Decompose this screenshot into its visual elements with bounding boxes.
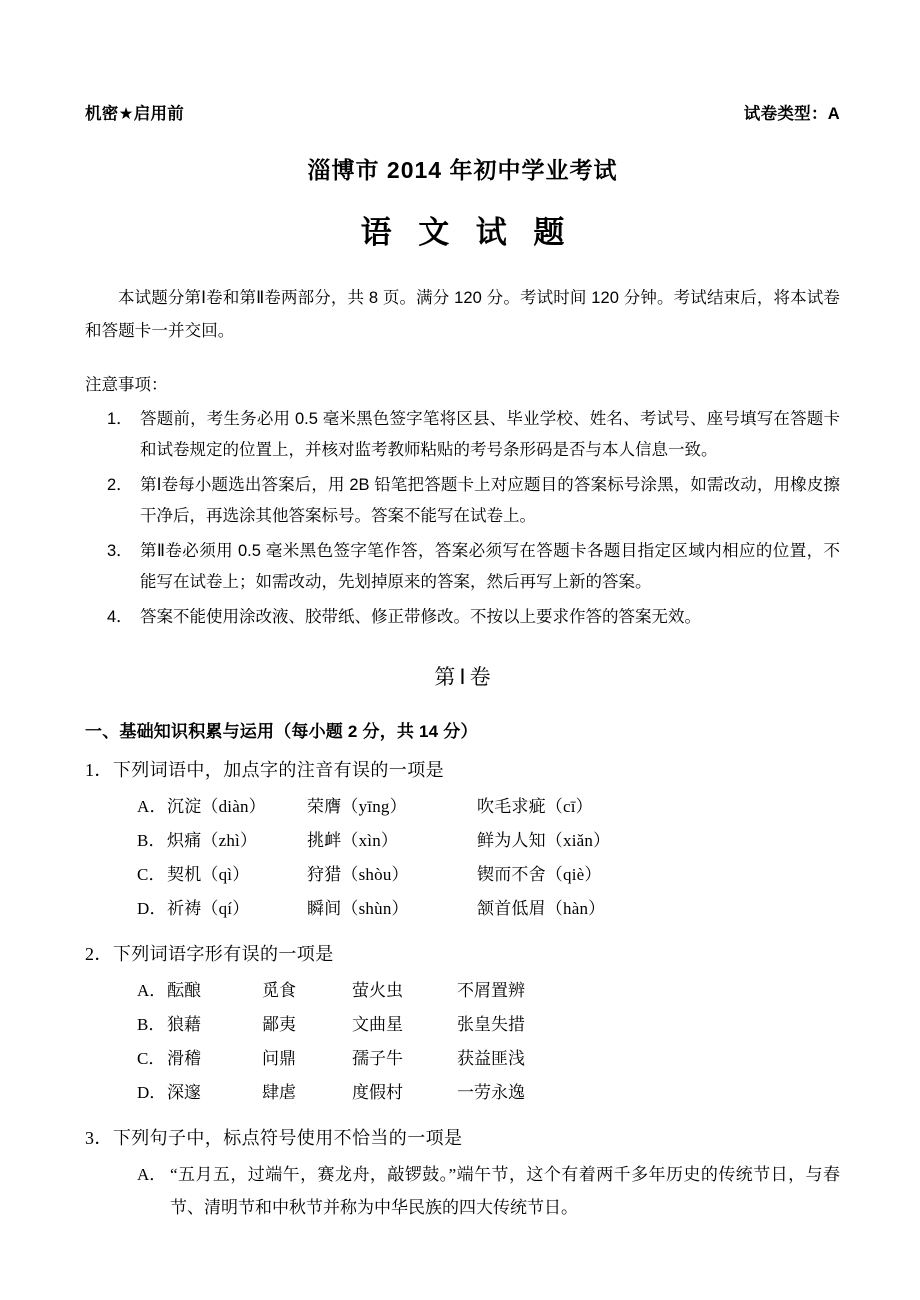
page-title: 淄博市 2014 年初中学业考试	[307, 157, 618, 183]
notice-text: 答题前，考生务必用 0.5 毫米黑色签字笔将区县、毕业学校、姓名、考试号、座号填写在答题卡和试卷规定的位置上，并核对监考教师粘贴的考号条形码是否与本人信息一致。	[140, 410, 840, 459]
option-cell: 萤火虫	[352, 981, 403, 1000]
question-stem	[85, 940, 840, 968]
option-row[interactable]	[85, 824, 840, 858]
option-cell: 酝酿	[167, 981, 201, 1000]
option-row[interactable]	[85, 974, 840, 1008]
option-row[interactable]	[85, 858, 840, 892]
option-cell: 鄙夷	[262, 1015, 296, 1034]
question-number: 2．	[85, 944, 113, 964]
option-cell: 狩猎（shòu）	[307, 865, 409, 884]
question-2	[85, 940, 840, 1110]
question-number: 1．	[85, 760, 113, 780]
question-stem	[85, 756, 840, 784]
option-cell: 沉淀（diàn）	[167, 797, 266, 816]
notice-item	[85, 536, 840, 598]
option-letter: B．	[137, 831, 166, 850]
question-2-options	[85, 974, 840, 1110]
subject-title: 语 文 试 题	[360, 215, 574, 250]
notice-text: 答案不能使用涂改液、胶带纸、修正带修改。不按以上要求作答的答案无效。	[140, 608, 701, 626]
option-row[interactable]	[85, 1042, 840, 1076]
option-cell: 炽痛（zhì）	[167, 831, 258, 850]
notice-item	[85, 470, 840, 532]
option-cell: 觅食	[262, 981, 296, 1000]
option-cell: 文曲星	[352, 1015, 403, 1034]
volume-heading: 第Ⅰ卷	[434, 666, 495, 689]
question-1-options	[85, 790, 840, 926]
notice-list	[85, 404, 840, 633]
question-3	[85, 1124, 840, 1224]
option-letter: D．	[137, 899, 167, 918]
notice-item	[85, 602, 840, 633]
page-header	[85, 100, 840, 124]
option-cell: 挑衅（xìn）	[307, 831, 399, 850]
option-row[interactable]	[85, 1008, 840, 1042]
option-row[interactable]	[85, 892, 840, 926]
option-cell: 一劳永逸	[457, 1083, 525, 1102]
notice-item	[85, 404, 840, 466]
option-cell: 肆虐	[262, 1083, 296, 1102]
option-letter: A．	[137, 981, 167, 1000]
notice-number: 4．	[107, 608, 133, 626]
question-number: 3．	[85, 1128, 113, 1148]
notice-label: 注意事项：	[85, 376, 168, 394]
option-cell: 狼藉	[167, 1015, 201, 1034]
option-cell: 瞬间（shùn）	[307, 899, 409, 918]
option-cell: 祈祷（qí）	[167, 899, 250, 918]
notice-text: 第Ⅰ卷每小题选出答案后，用 2B 铅笔把答题卡上对应题目的答案标号涂黑，如需改动，用橡皮擦干净后，再选涂其他答案标号。答案不能写在试卷上。	[140, 476, 840, 525]
option-text: “五月五，过端午，赛龙舟，敲锣鼓。”端午节，这个有着两千多年历史的传统节日，与春节、清明节和中秋节并称为中华民族的四大传统节日。	[170, 1165, 840, 1217]
option-cell: 问鼎	[262, 1049, 296, 1068]
notice-number: 2．	[107, 476, 133, 494]
option-cell: 张皇失措	[457, 1015, 525, 1034]
option-cell: 获益匪浅	[457, 1049, 525, 1068]
option-cell: 鲜为人知（xiǎn）	[477, 831, 611, 850]
option-letter: D．	[137, 1083, 167, 1102]
question-stem	[85, 1124, 840, 1152]
option-letter: A．	[137, 1165, 167, 1184]
option-row[interactable]	[85, 1158, 840, 1224]
page-content	[85, 0, 840, 1224]
option-row[interactable]	[85, 1076, 840, 1110]
option-cell: 深邃	[167, 1083, 201, 1102]
option-cell: 锲而不舍（qiè）	[477, 865, 602, 884]
notice-number: 3．	[107, 542, 133, 560]
question-text: 下列词语中，加点字的注音有误的一项是	[112, 760, 445, 780]
question-text: 下列句子中，标点符号使用不恰当的一项是	[112, 1128, 463, 1148]
option-letter: C．	[137, 1049, 166, 1068]
notice-text: 第Ⅱ卷必须用 0.5 毫米黑色签字笔作答，答案必须写在答题卡各题目指定区域内相应的位置，不能写在试卷上；如需改动，先划掉原来的答案，然后再写上新的答案。	[140, 542, 840, 591]
option-cell: 吹毛求疵（cī）	[477, 797, 593, 816]
option-cell: 不屑置辨	[457, 981, 525, 1000]
option-letter: B．	[137, 1015, 166, 1034]
notice-number: 1．	[107, 410, 133, 428]
option-cell: 孺子牛	[352, 1049, 403, 1068]
option-cell: 度假村	[352, 1083, 403, 1102]
option-letter: C．	[137, 865, 166, 884]
option-letter: A．	[137, 797, 167, 816]
option-cell: 契机（qì）	[167, 865, 250, 884]
option-cell: 荣膺（yīng）	[307, 797, 407, 816]
option-cell: 滑稽	[167, 1049, 201, 1068]
confidential-notice: 机密★启用前	[85, 105, 185, 123]
question-text: 下列词语字形有误的一项是	[112, 944, 334, 964]
option-cell: 颔首低眉（hàn）	[477, 899, 606, 918]
question-1	[85, 756, 840, 926]
paper-type-label: 试卷类型：A	[743, 105, 840, 123]
intro-paragraph: 本试题分第Ⅰ卷和第Ⅱ卷两部分，共 8 页。满分 120 分。考试时间 120 分钟。考试结束后，将本试卷和答题卡一并交回。	[85, 289, 840, 340]
option-row[interactable]	[85, 790, 840, 824]
section-heading: 一、基础知识积累与运用（每小题 2 分，共 14 分）	[85, 722, 478, 741]
